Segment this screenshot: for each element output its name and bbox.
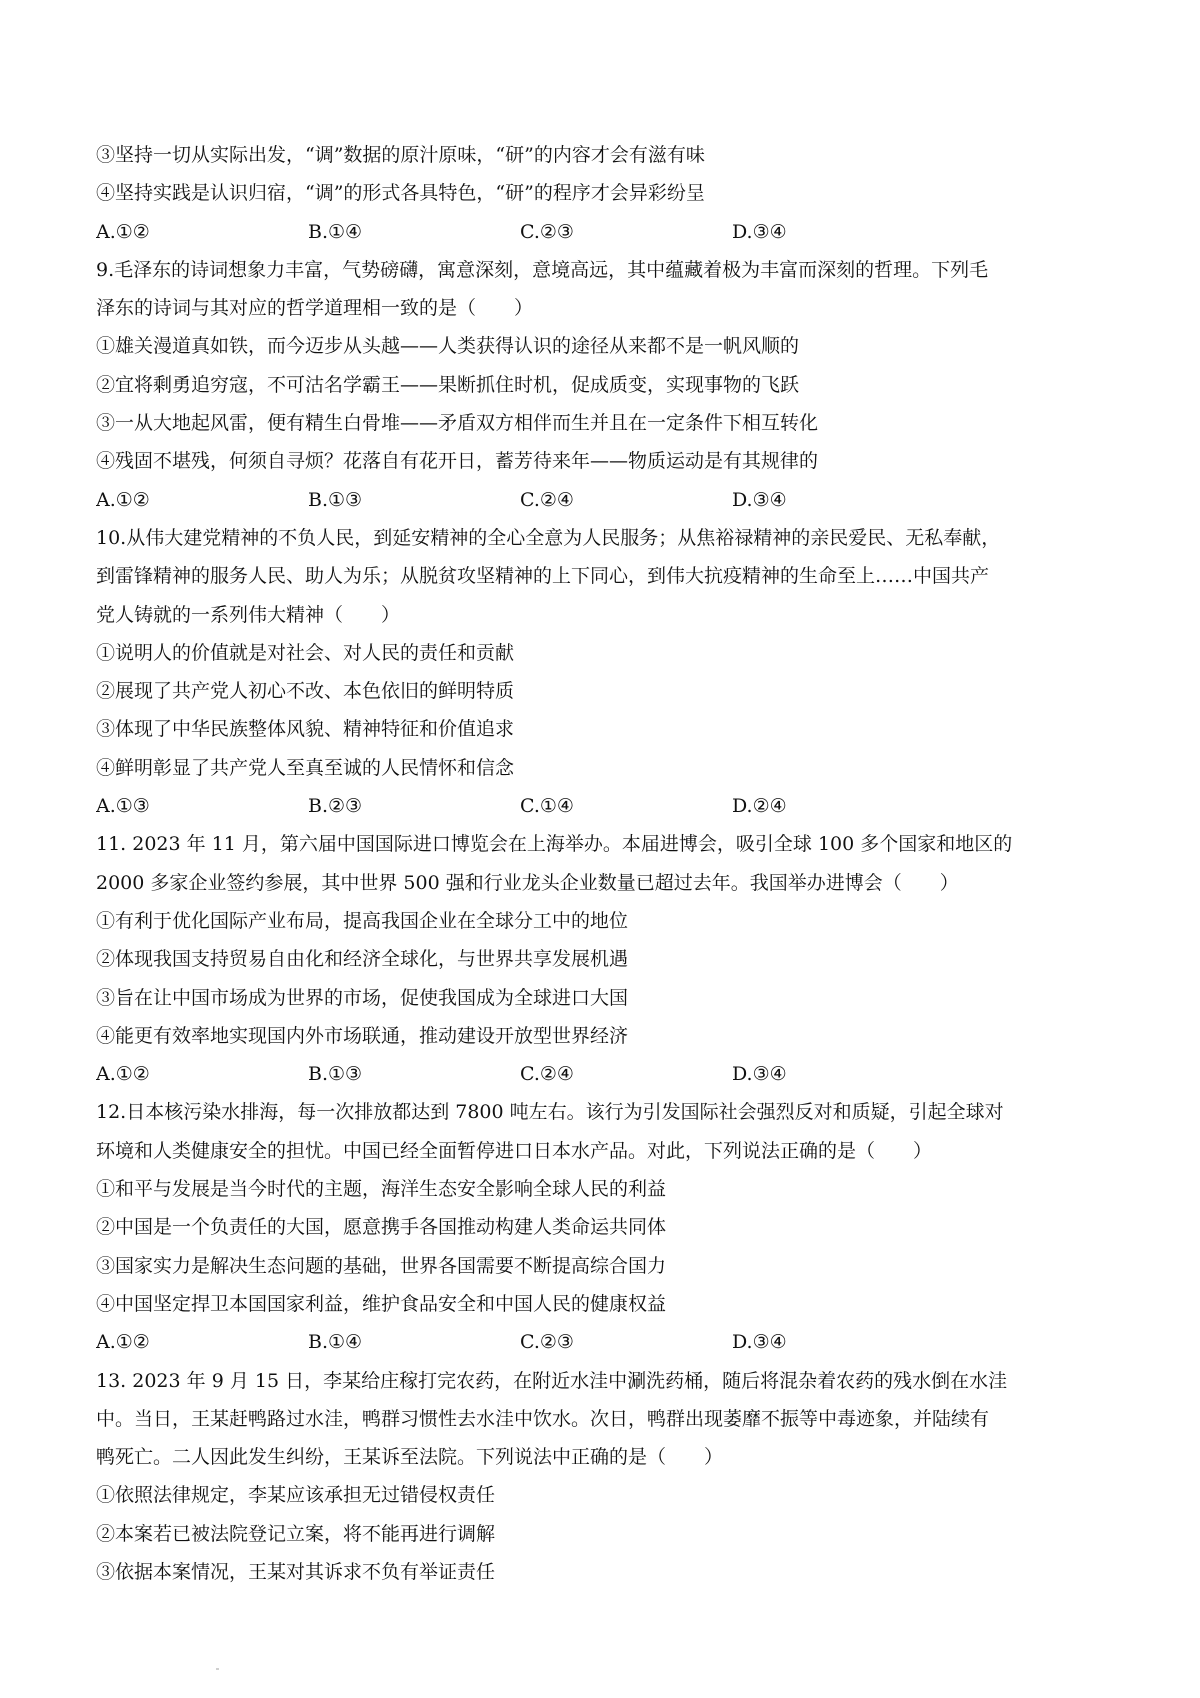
statement-line: ④中国坚定捍卫本国国家利益，维护食品安全和中国人民的健康权益: [96, 1292, 667, 1315]
option-a[interactable]: A.①②: [96, 1063, 150, 1086]
option-b[interactable]: B.②③: [308, 795, 363, 818]
question-stem: 环境和人类健康安全的担忧。中国已经全面暂停进口日本水产品。对此，下列说法正确的是（ ）: [96, 1139, 933, 1162]
statement-line: ③旨在让中国市场成为世界的市场，促使我国成为全球进口大国: [96, 986, 629, 1009]
statement-line: ③体现了中华民族整体风貌、精神特征和价值追求: [96, 718, 515, 741]
statement-line: ④鲜明彰显了共产党人至真至诚的人民情怀和信念: [96, 756, 515, 779]
statement-line: ①有利于优化国际产业布局，提高我国企业在全球分工中的地位: [96, 909, 629, 932]
statement-line: ①雄关漫道真如铁，而今迈步从头越——人类获得认识的途径从来都不是一帆风顺的: [96, 335, 800, 358]
option-a[interactable]: A.①③: [96, 795, 150, 818]
option-c[interactable]: C.②④: [520, 1063, 574, 1086]
question-9: [96, 251, 1106, 519]
question-stem: 13. 2023 年 9 月 15 日，李某给庄稼打完农药，在附近水洼中涮洗药桶，随后将混杂着农药的残水倒在水洼: [96, 1369, 1008, 1392]
statement-line: ②宜将剩勇追穷寇，不可沽名学霸王——果断抓住时机，促成质变，实现事物的飞跃: [96, 373, 800, 396]
option-a[interactable]: A.①②: [96, 220, 150, 243]
statement-line: ③国家实力是解决生态问题的基础，世界各国需要不断提高综合国力: [96, 1254, 667, 1277]
option-d[interactable]: D.③④: [732, 488, 787, 511]
option-c[interactable]: C.②③: [520, 220, 574, 243]
options-row: [96, 213, 1106, 251]
statement-line: ④残固不堪残，何须自寻烦？花落自有花开日，蓄芳待来年——物质运动是有其规律的: [96, 450, 819, 473]
question-12: [96, 1093, 1106, 1361]
options-row: [96, 787, 1106, 825]
question-stem: 10.从伟大建党精神的不负人民，到延安精神的全心全意为人民服务；从焦裕禄精神的亲民爱民、无私奉献，: [96, 526, 1001, 549]
statement-line: ①和平与发展是当今时代的主题，海洋生态安全影响全球人民的利益: [96, 1178, 667, 1201]
option-c[interactable]: C.②③: [520, 1331, 574, 1354]
page-footer-mark: [216, 1668, 219, 1670]
options-row: [96, 481, 1106, 519]
option-b[interactable]: B.①④: [308, 220, 363, 243]
option-b[interactable]: B.①③: [308, 488, 363, 511]
question-11: [96, 825, 1106, 1093]
statement-line: ③依据本案情况，王某对其诉求不负有举证责任: [96, 1560, 496, 1583]
statement-line: ②展现了共产党人初心不改、本色依旧的鲜明特质: [96, 680, 515, 703]
statement-line: ①依照法律规定，李某应该承担无过错侵权责任: [96, 1484, 496, 1507]
previous-question-tail: [96, 136, 1106, 251]
statement-line: ②本案若已被法院登记立案，将不能再进行调解: [96, 1522, 496, 1545]
question-stem: 2000 多家企业签约参展，其中世界 500 强和行业龙头企业数量已超过去年。我国举办进博会（ ）: [96, 871, 959, 894]
option-d[interactable]: D.③④: [732, 1063, 787, 1086]
option-d[interactable]: D.③④: [732, 1331, 787, 1354]
question-10: [96, 519, 1106, 825]
question-13: [96, 1362, 1106, 1592]
statement-line: ③坚持一切从实际出发，“调”数据的原汁原味，“研”的内容才会有滋有味: [96, 144, 705, 166]
option-c[interactable]: C.②④: [520, 488, 574, 511]
question-stem: 11. 2023 年 11 月，第六届中国国际进口博览会在上海举办。本届进博会，吸引全球 100 多个国家和地区的: [96, 833, 1013, 856]
options-row: [96, 1055, 1106, 1093]
statement-line: ③一从大地起风雷，便有精生白骨堆——矛盾双方相伴而生并且在一定条件下相互转化: [96, 412, 819, 435]
statement-line: ②体现我国支持贸易自由化和经济全球化，与世界共享发展机遇: [96, 948, 629, 971]
option-a[interactable]: A.①②: [96, 488, 150, 511]
question-stem: 党人铸就的一系列伟大精神（ ）: [96, 603, 401, 626]
question-stem: 9.毛泽东的诗词想象力丰富，气势磅礴，寓意深刻，意境高远，其中蕴藏着极为丰富而深刻的哲理。下列毛: [96, 258, 989, 281]
statement-line: ④能更有效率地实现国内外市场联通，推动建设开放型世界经济: [96, 1024, 629, 1047]
statement-line: ④坚持实践是认识归宿，“调”的形式各具特色，“研”的程序才会异彩纷呈: [96, 182, 705, 205]
option-b[interactable]: B.①③: [308, 1063, 363, 1086]
question-stem: 中。当日，王某赶鸭路过水洼，鸭群习惯性去水洼中饮水。次日，鸭群出现萎靡不振等中毒迹象，并陆续有: [96, 1407, 990, 1430]
option-a[interactable]: A.①②: [96, 1331, 150, 1354]
question-stem: 鸭死亡。二人因此发生纠纷，王某诉至法院。下列说法中正确的是（ ）: [96, 1446, 724, 1469]
question-stem: 12.日本核污染水排海，每一次排放都达到 7800 吨左右。该行为引发国际社会强烈反对和质疑，引起全球对: [96, 1101, 1004, 1124]
options-row: [96, 1323, 1106, 1361]
statement-line: ①说明人的价值就是对社会、对人民的责任和贡献: [96, 641, 515, 664]
page-content: [96, 136, 1106, 1591]
question-stem: 到雷锋精神的服务人民、助人为乐；从脱贫攻坚精神的上下同心，到伟大抗疫精神的生命至上……中国共产: [96, 565, 990, 588]
option-b[interactable]: B.①④: [308, 1331, 363, 1354]
option-c[interactable]: C.①④: [520, 795, 574, 818]
option-d[interactable]: D.②④: [732, 795, 787, 818]
question-stem: 泽东的诗词与其对应的哲学道理相一致的是（ ）: [96, 297, 534, 320]
option-d[interactable]: D.③④: [732, 220, 787, 243]
statement-line: ②中国是一个负责任的大国，愿意携手各国推动构建人类命运共同体: [96, 1216, 667, 1239]
